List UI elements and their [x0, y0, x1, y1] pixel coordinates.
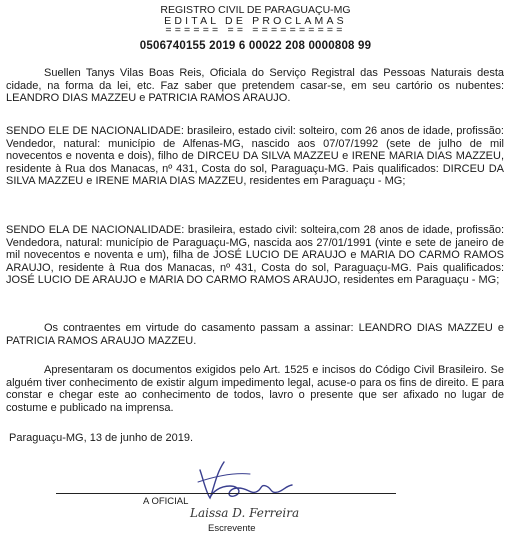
- handwritten-signature: [190, 452, 300, 512]
- registry-title: REGISTRO CIVIL DE PARAGUAÇU-MG: [160, 4, 351, 16]
- place-date: Paraguaçu-MG, 13 de junho de 2019.: [9, 432, 194, 444]
- matricula-number: 0506740155 2019 6 00022 208 0000808 99: [139, 40, 372, 52]
- edital-title: EDITAL DE PROCLAMAS: [164, 15, 347, 27]
- bride-paragraph: SENDO ELA DE NACIONALIDADE: brasileira, estado civil: solteira,com 28 anos de idade, profissão: Vendedora, natural: município de Paraguaçu-MG, nascida aos 27/01/1991 (vinte e sete de janeiro de mil novecentos e noventa e um), filha de JOSÉ LUCIO DE ARAUJO e MARIA DO CARMO RAMOS ARAUJO, residente à Rua dos Manacas, nº 431, Costa do sol, Paraguaçu-MG. Pais qualificados: JOSÉ LUCIO DE ARAUJO e MARIA DO CARMO RAMOS ARAUJO, residentes em Paraguaçu - MG;: [6, 224, 504, 287]
- documents-paragraph: Apresentaram os documentos exigidos pelo Art. 1525 e incisos do Código Civil Brasileiro. Se alguém tiver conhecimento de existir algum impedimento legal, acuse-o para os fins de direito. E para constar e chegar este ao conhecimento de todos, lavro o presente que ser afixado no lugar de costume e publicado na imprensa.: [6, 364, 504, 414]
- intro-paragraph: Suellen Tanys Vilas Boas Reis, Oficiala do Serviço Registral das Pessoas Naturais desta cidade, na forma da lei, etc. Faz saber que pretendem casar-se, em seu cartório os nubentes: LEANDRO DIAS MAZZEU e PATRICIA RAMOS ARAUJO.: [6, 67, 504, 105]
- oficial-label: A OFICIAL: [143, 496, 189, 507]
- edital-underline: ====== == ==========: [165, 24, 346, 36]
- signature-line: [56, 493, 396, 494]
- signer-name: Laissa D. Ferreira: [190, 506, 300, 520]
- signer-role: Escrevente: [208, 523, 256, 534]
- groom-paragraph: SENDO ELE DE NACIONALIDADE: brasileiro, estado civil: solteiro, com 26 anos de idade, profissão: Vendedor, natural: município de Alfenas-MG, nascido aos 07/07/1992 (sete de julho de mil novecentos e noventa e dois), filho de DIRCEU DA SILVA MAZZEU e IRENE MARIA DIAS MAZZEU, residente à Rua dos Manacas, nº 431, Costa do sol, Paraguaçu-MG. Pais qualificados: DIRCEU DA SILVA MAZZEU e IRENE MARIA DIAS MAZZEU, residentes em Paraguaçu - MG;: [6, 125, 504, 188]
- signers-paragraph: Os contraentes em virtude do casamento passam a assinar: LEANDRO DIAS MAZZEU e PATRICIA RAMOS ARAUJO MAZZEU.: [6, 322, 504, 347]
